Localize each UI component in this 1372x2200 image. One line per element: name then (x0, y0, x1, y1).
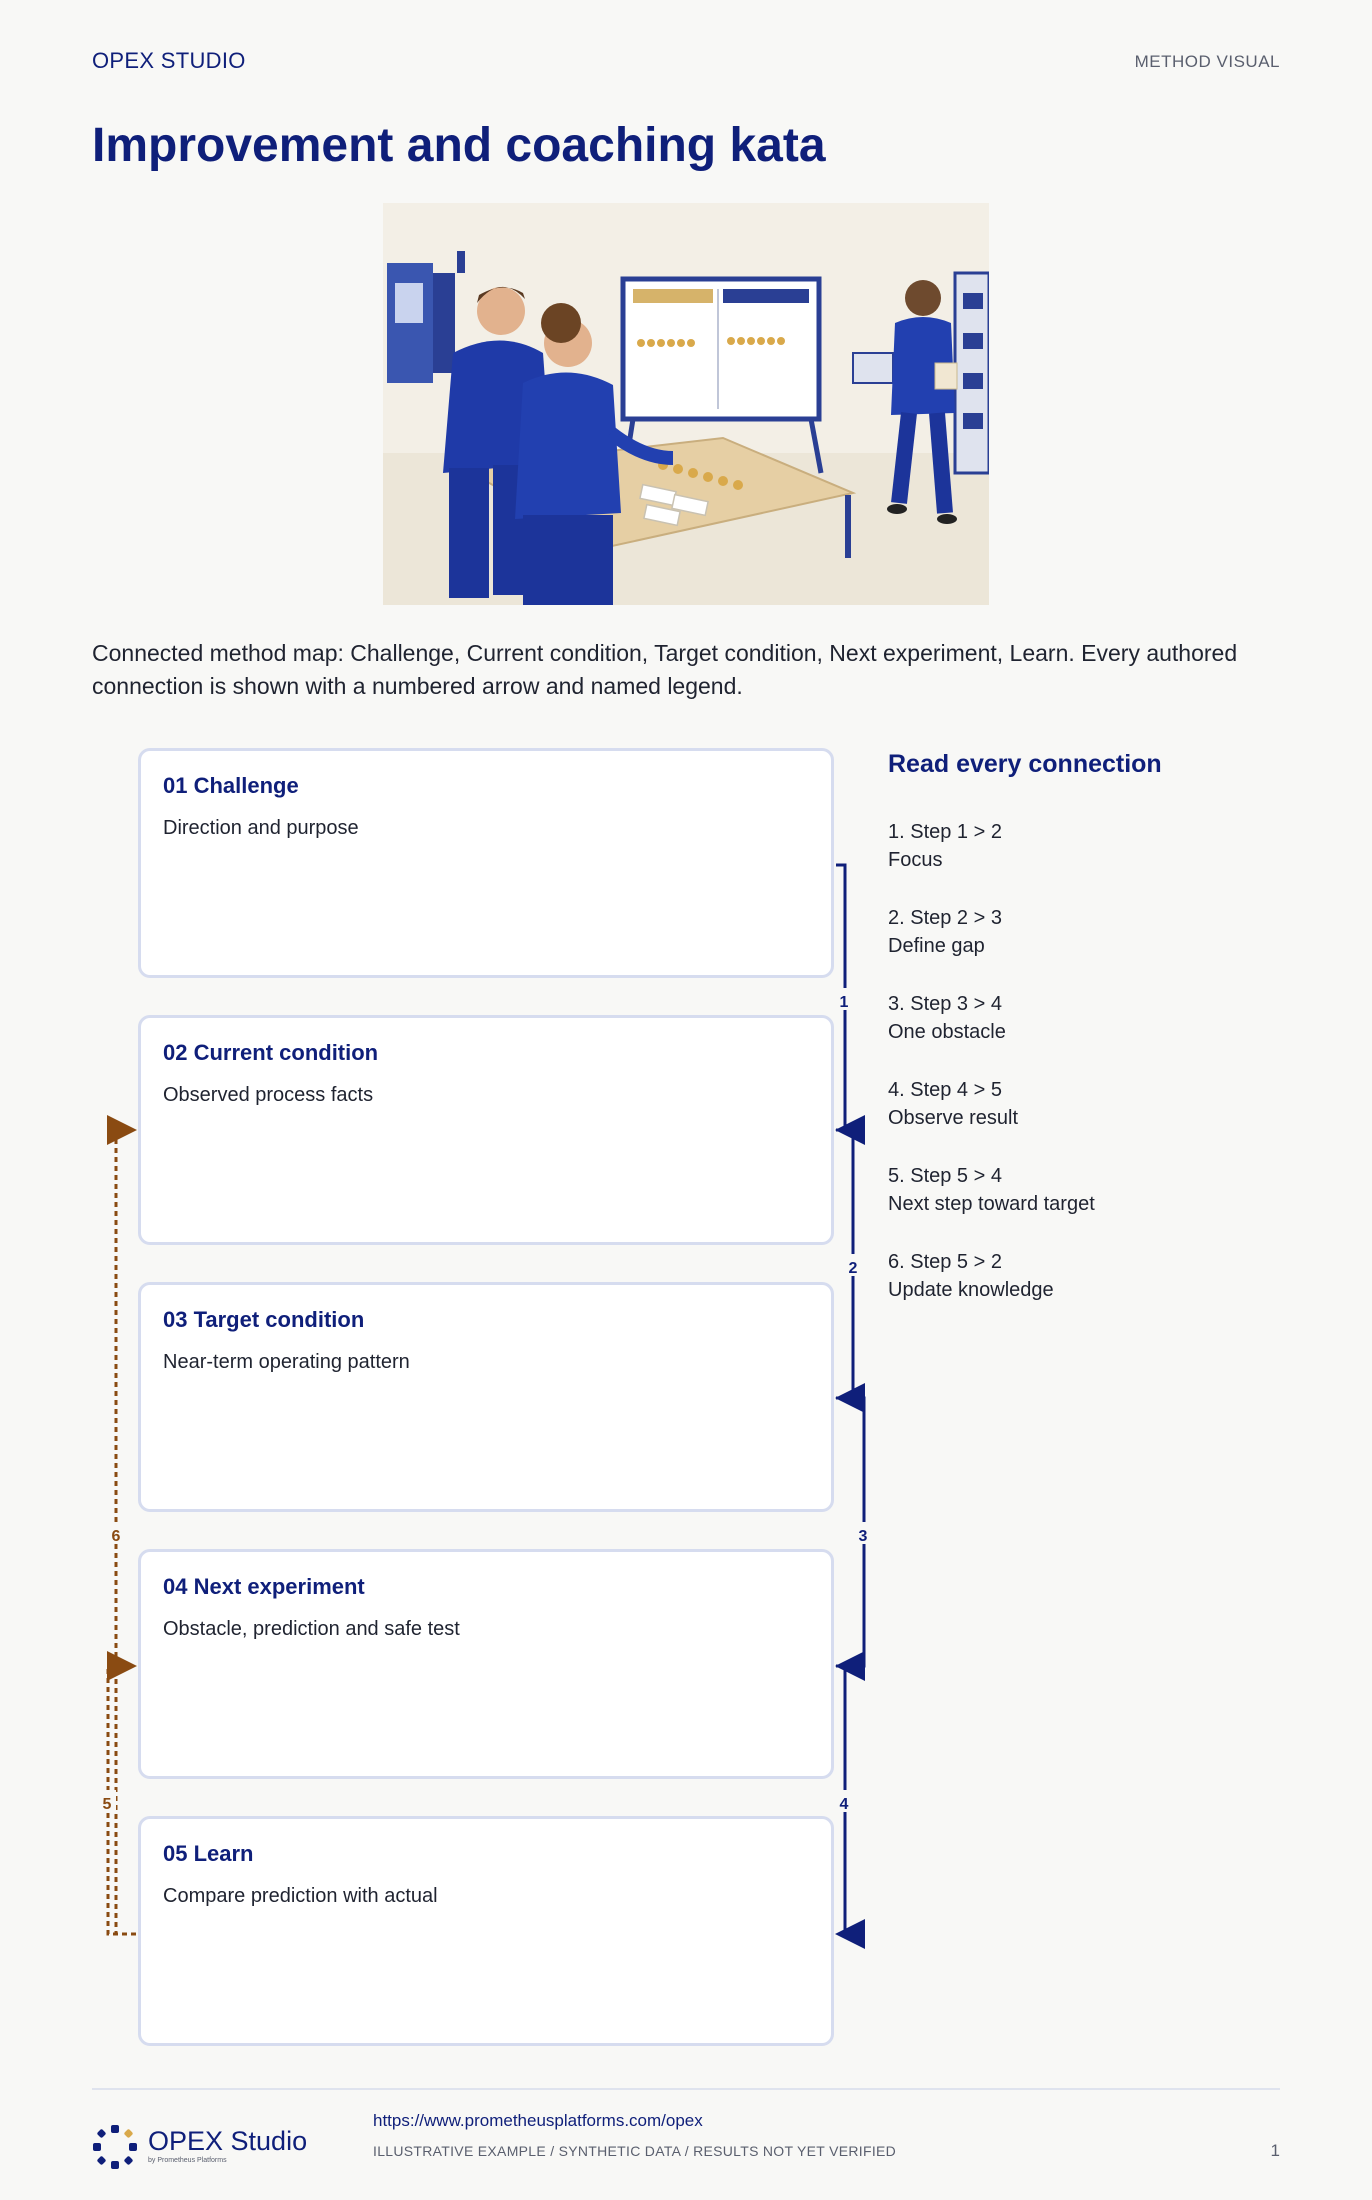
step-title: 01 Challenge (163, 773, 299, 798)
opex-logo-icon (92, 2124, 138, 2175)
legend-item (888, 1248, 1054, 1304)
connector-label-6: 6 (111, 1528, 121, 1545)
footer-by-line: by Prometheus Platforms (148, 2157, 227, 2164)
legend-label: One obstacle (888, 1021, 1006, 1043)
footer-divider (92, 2088, 1280, 2090)
legend-item (888, 1076, 1018, 1132)
step-subtitle: Compare prediction with actual (163, 1885, 438, 1907)
legend-route: 5. Step 5 > 4 (888, 1165, 1002, 1187)
legend-route: 1. Step 1 > 2 (888, 821, 1002, 843)
connector-label-4: 4 (839, 1796, 849, 1813)
document-type-label: METHOD VISUAL (1134, 52, 1280, 71)
step-title: 04 Next experiment (163, 1574, 365, 1599)
legend-label: Update knowledge (888, 1279, 1054, 1301)
legend-route: 2. Step 2 > 3 (888, 907, 1002, 929)
step-title: 05 Learn (163, 1841, 254, 1866)
legend-item (888, 990, 1006, 1046)
legend-route: 6. Step 5 > 2 (888, 1251, 1002, 1273)
legend-item (888, 904, 1002, 960)
legend-route: 3. Step 3 > 4 (888, 993, 1002, 1015)
intro-paragraph: Connected method map: Challenge, Current condition, Target condition, Next experiment, Learn. Every authored connection is shown with a numbered arrow and named legend. (92, 640, 1238, 699)
step-title: 03 Target condition (163, 1307, 365, 1332)
legend-item (888, 818, 1002, 874)
step-subtitle: Near-term operating pattern (163, 1351, 410, 1373)
connector-label-2: 2 (848, 1260, 858, 1277)
legend-title: Read every connection (888, 750, 1162, 778)
step-subtitle: Observed process facts (163, 1084, 374, 1106)
footer-brand-name: OPEX Studio (148, 2126, 308, 2156)
connector-label-5: 5 (102, 1796, 112, 1813)
page-title: Improvement and coaching kata (92, 119, 826, 172)
page-number: 1 (1270, 2141, 1280, 2160)
step-subtitle: Obstacle, prediction and safe test (163, 1618, 460, 1640)
legend-route: 4. Step 4 > 5 (888, 1079, 1002, 1101)
connector-label-1: 1 (839, 994, 849, 1011)
brand-label: OPEX STUDIO (92, 48, 246, 73)
legend-label: Define gap (888, 935, 985, 957)
footer-url-link[interactable]: https://www.prometheusplatforms.com/opex (373, 2111, 703, 2130)
legend-label: Focus (888, 849, 943, 871)
legend-label: Observe result (888, 1107, 1019, 1129)
step-subtitle: Direction and purpose (163, 817, 359, 839)
step-title: 02 Current condition (163, 1040, 379, 1065)
connector-label-3: 3 (858, 1528, 868, 1545)
legend-label: Next step toward target (888, 1193, 1095, 1215)
legend-item (888, 1162, 1095, 1218)
footer-disclaimer: ILLUSTRATIVE EXAMPLE / SYNTHETIC DATA / RESULTS NOT YET VERIFIED (373, 2143, 897, 2159)
